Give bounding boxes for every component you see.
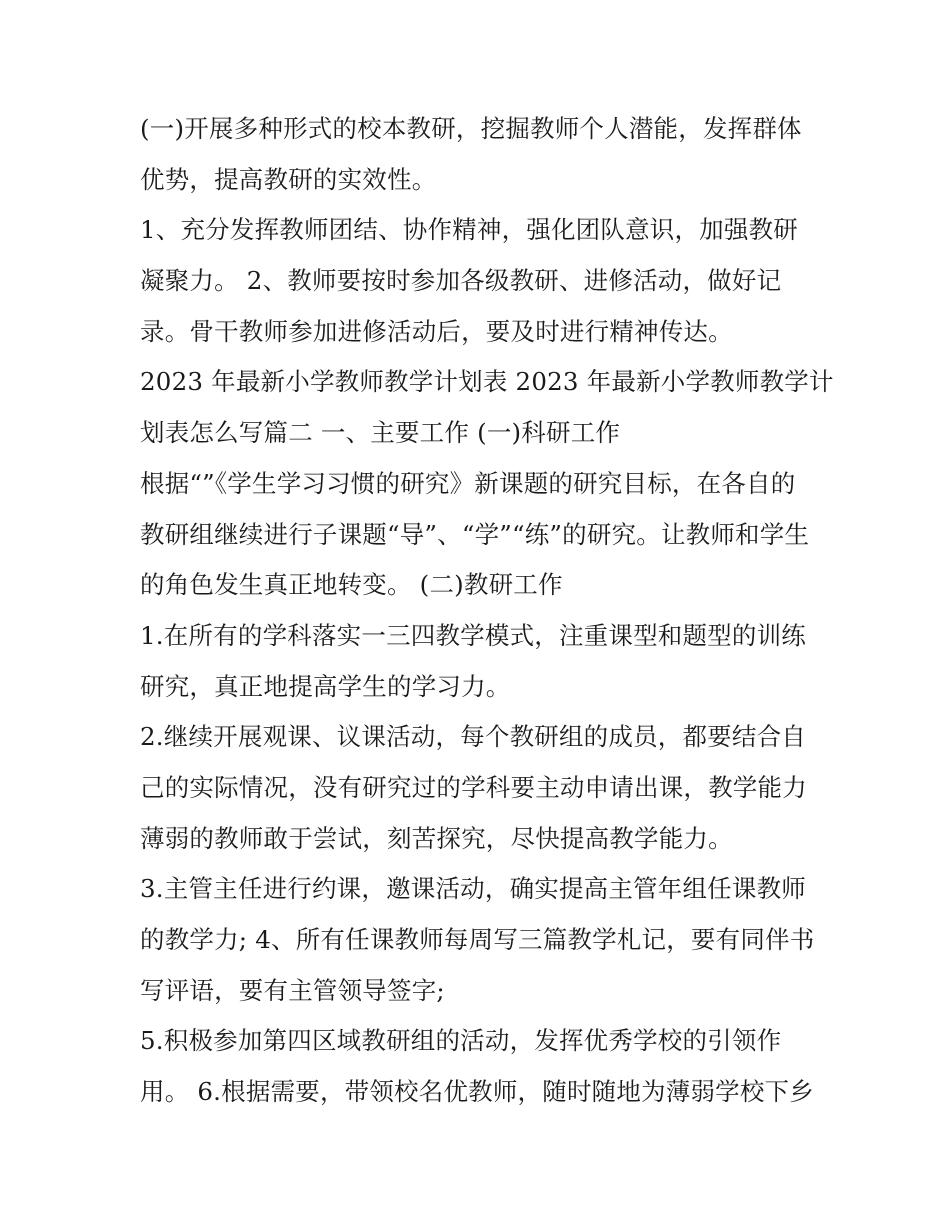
text-line: 1.在所有的学科落实一三四教学模式，注重课型和题型的训练: [140, 620, 806, 650]
text-line: 的教学力; 4、所有任课教师每周写三篇教学札记，要有同伴书: [140, 925, 815, 954]
text-line: 3.主管主任进行约课，邀课活动，确实提高主管年组任课教师: [140, 874, 806, 904]
text-line: 己的实际情况，没有研究过的学科要主动申请出课，教学能力: [140, 772, 807, 802]
text-line: 录。骨干教师参加进修活动后，要及时进行精神传达。: [140, 316, 733, 346]
text-line: 薄弱的教师敢于尝试，刻苦探究，尽快提高教学能力。: [140, 823, 733, 853]
text-line: 的角色发生真正地转变。 (二)教研工作: [140, 570, 563, 600]
text-line: 根据“”《学生学习习惯的研究》新课题的研究目标，在各自的: [140, 468, 796, 498]
document-body: [140, 104, 834, 1118]
text-line: (一)开展多种形式的校本教研，挖掘教师个人潜能，发挥群体: [140, 114, 802, 143]
text-line: 划表怎么写篇二 一、主要工作 (一)科研工作: [140, 418, 621, 448]
text-line: 写评语，要有主管领导签字;: [140, 975, 445, 1005]
text-line: 2023 年最新小学教师教学计划表 2023 年最新小学教师教学计: [140, 367, 834, 397]
text-line: 5.积极参加第四区域教研组的活动，发挥优秀学校的引领作: [140, 1026, 782, 1056]
text-line: 研究，真正地提高学生的学习力。: [140, 671, 511, 701]
text-line: 2.继续开展观课、议课活动，每个教研组的成员，都要结合自: [140, 722, 806, 752]
text-line: 用。 6.根据需要，带领校名优教师，随时随地为薄弱学校下乡: [140, 1077, 814, 1107]
text-line: 优势，提高教研的实效性。: [140, 164, 437, 194]
text-line: 教研组继续进行子课题“导”、“学”“练”的研究。让教师和学生: [140, 519, 810, 549]
text-line: 凝聚力。 2、教师要按时参加各级教研、进修活动，做好记: [140, 266, 782, 296]
text-line: 1、充分发挥教师团结、协作精神，强化团队意识，加强教研: [140, 215, 798, 245]
